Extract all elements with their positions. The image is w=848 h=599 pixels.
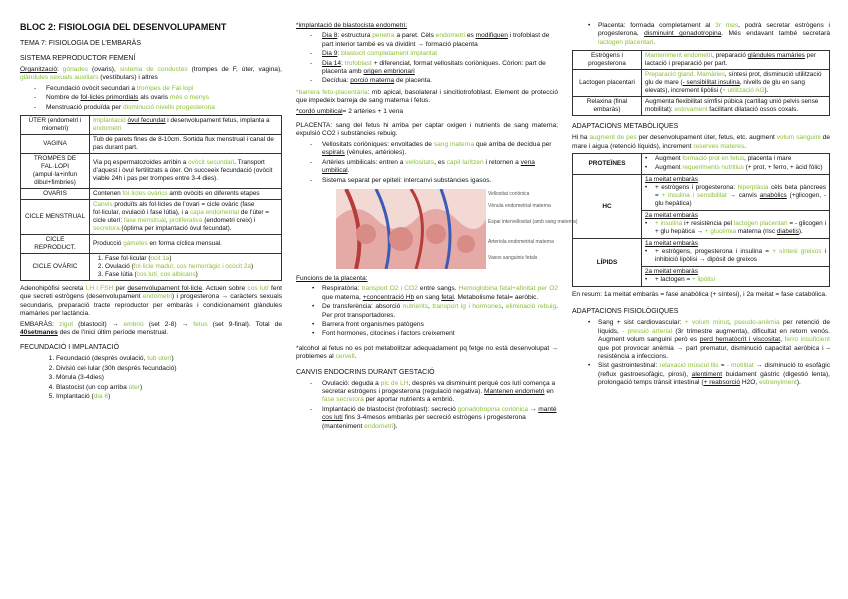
list-item: 4. Blastocist (un cop arriba úter): [56, 384, 282, 392]
functions-title: Funcions de la placenta:: [296, 274, 368, 282]
fertilization-steps: [20, 355, 282, 401]
list-item: • Respiratòria: transport O2 i CO2 entre sangs. Hemoglobina fetal+afinitat per O2 que materna, +concentració Hb en sang fetal. Metabolisme fetal= aeròbic.: [322, 285, 558, 302]
list-item: • + estrògens, progesterona i insulina = + síntesi greixos i inhibició lipòlisi → dipòsit de greixos: [655, 248, 826, 264]
list-item: - Dia 8: estructura penetra a paret. Cèls endometri es modifiquen i trofoblast de part interior també es va dividint → formació placenta: [322, 32, 558, 49]
table-value: Manteniment endometri, preparació glàndules mamàries per lactació i preparació per part.: [642, 51, 830, 70]
figure-label: Vellositat coriònica: [488, 190, 530, 197]
table-key: CICLE REPRODUCT.: [21, 235, 90, 254]
table-value: Contenen fol·licles ovàrics amb ovòcits en diferents etapes: [90, 189, 282, 200]
table-row: [573, 175, 830, 211]
table-key: ÚTER (endometri i miometri): [21, 116, 90, 135]
list-item: - Nombre de fol·licles primordials als ovaris més o menys: [46, 94, 282, 102]
table-row: [573, 70, 830, 97]
table-value: [90, 254, 282, 281]
section-heading: ADAPTACIONS FISIOLÒGIQUES: [572, 308, 679, 316]
list-item: - Decídua: porció materna de placenta.: [322, 77, 558, 85]
list-item: - Artèries umbilicals: entren a vellositats, es capil·laritzen i retornen a vena umbilical.: [322, 159, 558, 176]
list-item: - Vellositats coriòniques: envoltades de sang materna que arriba de decídua per espirals (vènules, artèrioles).: [322, 141, 558, 158]
list-item: 5. Implantació (dia 6): [56, 393, 282, 401]
table-key: VAGINA: [21, 135, 90, 154]
table-value: [642, 154, 830, 175]
table-key: PROTEÏNES: [573, 154, 642, 175]
table-row: [21, 135, 282, 154]
table-value: Implantació òvul fecundat i desenvolupament fetus, implanta a endometri: [90, 116, 282, 135]
reproductive-organs-table: [20, 115, 282, 281]
list-item: 3. Mòrula (3-4dies): [56, 374, 282, 382]
figure-label: Arteriola endometrial materna: [488, 238, 554, 245]
endocrine-changes-list: [296, 380, 558, 431]
section-heading: FECUNDACIÓ I IMPLANTACIÓ: [20, 344, 120, 352]
table-row: [21, 200, 282, 235]
table-key: TROMPES DE FAL·LOPI (ampul·la+infun dibul+fimbries): [21, 154, 90, 189]
topic-title: TEMA 7: FISIOLOGIA DE L’EMBARÀS: [20, 40, 141, 47]
summary-text: En resum: 1a meitat embaràs = fase anabòlica (+ síntesi), i 2a meitat = fase catabòlica.: [572, 291, 827, 299]
female-facts-list: [20, 85, 282, 112]
table-value: [642, 211, 830, 239]
pregnancy-text: EMBARÀS: zigot (blastocit) → embrió (set 2-8) → fetus (set 9-final). Total de 40setmanes des de l’inici últim període menstrual.: [20, 320, 283, 337]
table-key: HC: [573, 175, 642, 239]
half-label: 2a meitat embaràs: [645, 268, 698, 276]
list-item: 1. Fase fol·licular (ocit 1a): [105, 255, 278, 263]
list-item: - Fecundació ovòcit secundari a trompes de Fal·lopi: [46, 85, 282, 93]
list-item: - Ovulació: deguda a pic de LH, després va disminuint perquè cos lutí comença a secretar estrògens i progesterona (regulació negativa). Mantenen endometri en fase secretora per aportar nutrients a embrió.: [322, 380, 558, 405]
list-item: • Augment formació prot en fetus, placenta i mare: [655, 155, 826, 163]
figure-label: Vènula endometrial materna: [488, 202, 551, 209]
list-item: • Sist gastrointestinal: relaxació múscul llis = - motilitat → disminució to esofàgic (reflux gastroesofàgic, pirosi), alentiment buidament gàstric (digestió lenta), prolongació temps trànsit intestinal (+ reabsorció H2O, estrenyiment).: [598, 362, 830, 387]
organization-text: Organització: gònades (ovaris), sistema de conductes (trompes de F, úter, vagina), glàndules sexuals auxiliars (vestíbulars) i altres: [20, 66, 282, 82]
table-value: Tub de parets fines de 8-10cm. Sortida flux menstrual i canal de pas durant part.: [90, 135, 282, 154]
block-title: BLOC 2: FISIOLOGIA DEL DESENVOLUPAMENT: [20, 22, 227, 32]
placenta-diagram: [336, 189, 578, 269]
table-value: Preparació gland. Mamàries, síntesi prot, disminució utilització glu de mare (- sensibilitat insulina, nivells de glu en sang elevats), increment lipòlisi (+ utilització AG).: [642, 70, 830, 97]
table-value: Augmenta flexibilitat símfisi púbica (cartílag unió pelvis sense mobilitat): estovament facilitant dilatació ossos coxals.: [642, 97, 830, 116]
table-row: [21, 189, 282, 200]
table-row: [21, 154, 282, 189]
physiological-list: [572, 319, 830, 387]
list-item: • Placenta: formada completament al 3r mes, podrà secretar estrògens i progesterona, disminuint gonadotropina. Més endavant també secretarà lactogen placentari.: [598, 22, 830, 47]
list-item: • Sang + sist cardiovascular: + volum minut, pseudo-anèmia per retenció de líquids, - pressió arterial (3r trimestre augmenta), dificultat en retorn venós. Augment volum sanguini però es perd hematòcrit i viscositat, ferro insuficient que pot provocar anèmia → part prematur, disminució capacitat aeròbica i – resistència a infeccions.: [598, 319, 830, 361]
list-item: - Implantació de blastocist (trofoblast): secreció gonadotropina coriònica → manté cos lutí fins 3-4mesos embaràs per secreció estrògens i progesterona (manteniment endometri).: [322, 406, 558, 431]
table-key: CICLE OVÀRIC: [21, 254, 90, 281]
half-label: 2a meitat embaràs: [645, 212, 698, 220]
list-item: - Dia 14: trofoblast + diferenciat, format vellositats coriòniques. Còrion: part de placenta amb origen embrionari: [322, 60, 558, 77]
cord-text: *cordó umbilical= 2 artèries + 1 vena: [296, 107, 404, 115]
list-item: • Font hormones, citocines i factors creixement: [322, 330, 558, 338]
table-value: Canvis produïts als fol·licles de l’ovari = cicle ovàric (fase fol·licular, ovulació i fase lútia), i a capa endometrial de l’úter = cicle uterí: fase menstrual, proliferativa (endometri creix) i secretora (òptima per implantació òvul fecundat).: [90, 200, 282, 235]
table-value: Producció gàmetes en forma cíclica mensual.: [90, 235, 282, 254]
table-row: [21, 254, 282, 281]
table-key: OVARIS: [21, 189, 90, 200]
implantation-days: [296, 32, 558, 85]
adenohypophysis-text: Adenohipòfisi secreta LH i FSH per desenvolupament fol·licle. Actuen sobre cos lutí fent que secreti estrògens (desenvolupament endometri) i progesterona → caràcters sexuals secundaris, preparació tracte reproductor per embaràs i condicionament glàndules mamàries per lactància.: [20, 285, 282, 318]
list-item: • + insulina i+ resistència pel lactogen placentari = - glicogen i + glu hepàtica → + glucèmia materna (risc diabetis).: [655, 220, 826, 236]
table-value: [642, 175, 830, 211]
list-item: • Augment requeriments nutritius (+ prot, + ferro, + àcid fòlic): [655, 164, 826, 172]
list-item: • + lactogen = + lipòlisi: [655, 276, 826, 284]
list-item: • De transferència: absorció nutrients, transport lg i hormones, eliminació rebuig. Per prot transportadores.: [322, 303, 558, 320]
table-key: LÍPIDS: [573, 239, 642, 287]
list-item: - Menstruació produïda per disminució nivells progesterona: [46, 104, 282, 112]
list-item: - Sistema separat per epiteli: intercanvi substàncies igasos.: [322, 177, 558, 185]
column-2: [296, 22, 578, 434]
section-heading: SISTEMA REPRODUCTOR FEMENÍ: [20, 55, 136, 62]
table-value: Via pq espermatozoides arribin a ovòcit secundari. Transport d’aquest i òvul fertilitzats a úter. On succeeix fecundació (ovòcit viable 24h i pas per trompes entre 3-4 dies).: [90, 154, 282, 189]
table-row: [573, 154, 830, 175]
table-row: [573, 239, 830, 267]
section-heading: ADAPTACIONS METABÒLIQUES: [572, 123, 679, 131]
list-item: • Barrera front organismes patògens: [322, 321, 558, 329]
half-label: 1a meitat embaràs: [645, 176, 698, 184]
list-item: 2. Divisió cel·lular (30h després fecundació): [56, 365, 282, 373]
placenta-bullet: [572, 22, 830, 47]
half-label: 1a meitat embaràs: [645, 240, 698, 248]
barrier-text: *barrera feto-placentària: mb apical, basolateral i sincitiotrofoblast. Element de protecció que impedeix barreja de sang materna i fetus.: [296, 88, 558, 105]
list-item: • + estrògens i progesterona: hiperplàsia cèls beta pàncrees = + insulina i sensibilitat → canvis anabòlics (+glicogen, - glu hepàtica): [655, 184, 826, 208]
metabolic-table: [572, 153, 830, 287]
figure-label: Espai intervellositat (amb sang materna): [488, 218, 578, 225]
table-value: [642, 239, 830, 267]
table-row: [21, 116, 282, 135]
list-item: 3. Fase lútia (cos lutí, cos albicans): [105, 271, 278, 279]
list-item: 1. Fecundació (després ovulació, tub uterí): [56, 355, 282, 363]
list-item: 2. Ovulació (fol·licle madur, cos hemorràgic i ocòcit 2a): [105, 263, 278, 271]
table-row: [573, 51, 830, 70]
figure-label: Vasos sanguinis fetals: [488, 254, 538, 261]
metabolic-intro: Hi ha augment de pes per desenvolupament úter, fetus, etc. augment volum sanguini de mare i aigua (retenció líquids), increment reserves materes.: [572, 134, 830, 150]
functions-list: [296, 285, 558, 338]
table-key: Lactogen placentari: [573, 70, 642, 97]
section-heading: CANVIS ENDOCRINS DURANT GESTACIÓ: [296, 368, 435, 376]
table-row: [21, 235, 282, 254]
table-row: [573, 97, 830, 116]
table-key: CICLE MENSTRUAL: [21, 200, 90, 235]
placenta-list: [296, 141, 558, 185]
column-1: [20, 22, 282, 405]
table-value: [642, 267, 830, 287]
placenta-text: PLACENTA: sang del fetus hi arriba per captar oxigen i nutrients de sang materna; expulsió CO2 i substàncies rebuig.: [296, 122, 558, 138]
implantation-title: *implantació de blastocista endometri:: [296, 22, 408, 29]
hormones-table: [572, 50, 830, 116]
column-3: [572, 22, 830, 391]
table-key: Relaxina (final embaràs): [573, 97, 642, 116]
alcohol-text: *alcohol al fetus no es pot metabolitzar adequadament pq fetge no està desenvolupat → problemes al cervell.: [296, 344, 558, 361]
table-key: Estrògens i progesterona: [573, 51, 642, 70]
list-item: - Dia 9: blastocit completament implantat: [322, 50, 558, 58]
